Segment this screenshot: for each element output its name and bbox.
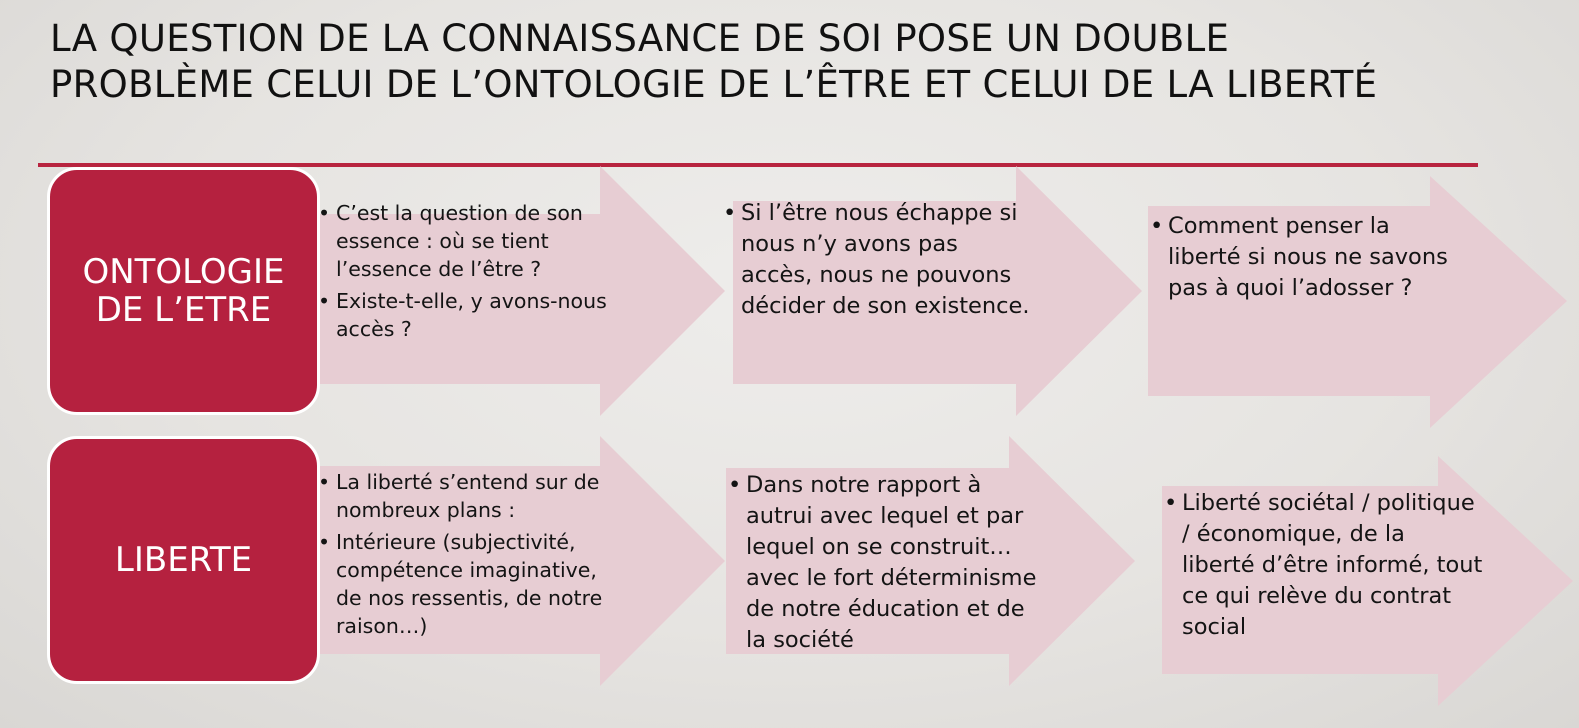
step-text <box>318 199 618 347</box>
bullet-item: • Dans notre rapport à autrui avec lequel et par lequel on se construit… avec le fort déterminisme de notre éducation et de la société <box>728 470 1043 656</box>
bullet-item: • Existe-t-elle, y avons-nous accès ? <box>318 287 618 343</box>
row-label-text: LIBERTE <box>114 540 253 580</box>
bullet-item: • Comment penser la liberté si nous ne savons pas à quoi l’adosser ? <box>1150 211 1460 304</box>
bullet-item: • Si l’être nous échappe si nous n’y avons pas accès, nous ne pouvons décider de son existence. <box>723 198 1033 322</box>
step-text <box>723 198 1033 322</box>
title-line-1: LA QUESTION DE LA CONNAISSANCE DE SOI POSE UN DOUBLE <box>50 17 1230 60</box>
bullet-item: • La liberté s’entend sur de nombreux plans : <box>318 468 618 524</box>
title-line-2: PROBLÈME CELUI DE L’ONTOLOGIE DE L’ÊTRE ET CELUI DE LA LIBERTÉ <box>50 63 1378 106</box>
bullet-item: • Liberté sociétal / politique / économique, de la liberté d’être informé, tout ce qui relève du contrat social <box>1164 488 1484 643</box>
row-label-liberte <box>47 436 320 684</box>
slide-title <box>50 16 1530 108</box>
bullet-item: • Intérieure (subjectivité, compétence imaginative, de nos ressentis, de notre raison…) <box>318 528 618 640</box>
row-label-text: ONTOLOGIE DE L’ETRE <box>82 252 285 330</box>
row-label-ontologie <box>47 167 320 415</box>
bullet-item: • C’est la question de son essence : où se tient l’essence de l’être ? <box>318 199 618 283</box>
step-text <box>318 468 618 644</box>
step-text <box>728 470 1043 656</box>
step-text <box>1150 211 1460 304</box>
step-text <box>1164 488 1484 643</box>
